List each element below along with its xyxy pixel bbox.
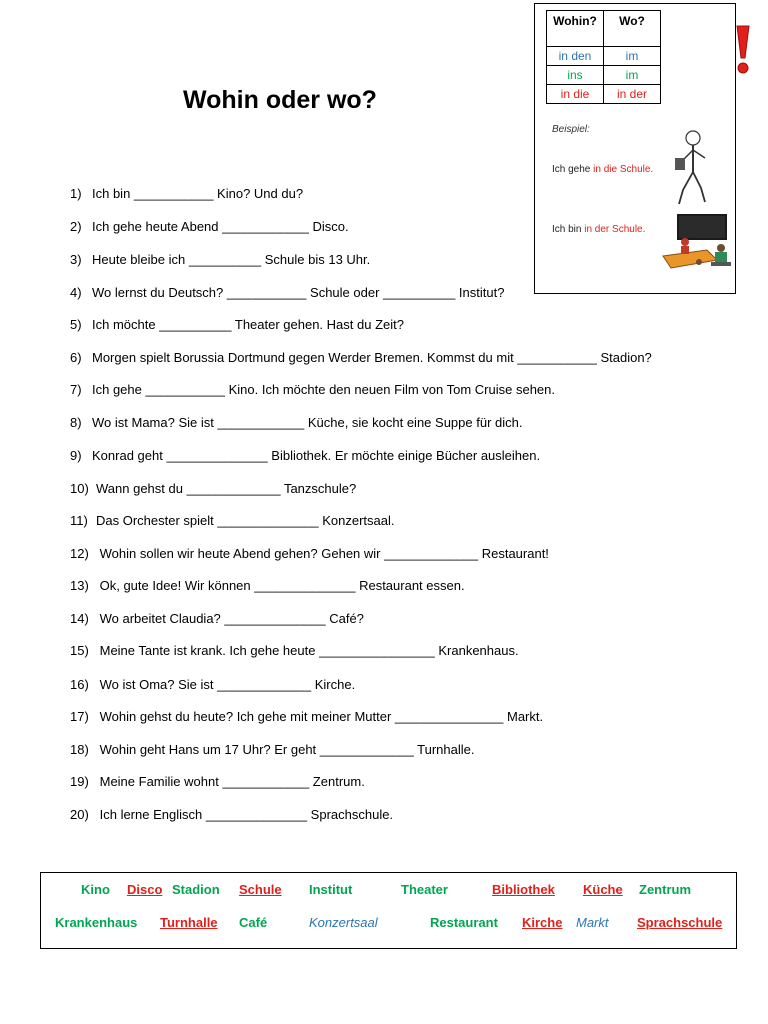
cell-wohin: ins — [547, 66, 604, 85]
exclamation-icon — [733, 24, 753, 76]
exercise-number: 16) — [70, 677, 89, 692]
word-bank-word: Schule — [239, 882, 282, 897]
example-highlight: in die Schule. — [593, 164, 654, 175]
exercise-text: Wohin geht Hans um 17 Uhr? Er geht _____________ Turnhalle. — [96, 742, 475, 757]
exercise-item — [70, 513, 394, 528]
exercise-text: Wo arbeitet Claudia? ______________ Café? — [96, 611, 364, 626]
page-title: Wohin oder wo? — [183, 86, 377, 114]
exercise-text: Meine Familie wohnt ____________ Zentrum. — [96, 774, 365, 789]
exercise-number: 13) — [70, 578, 89, 593]
exercise-item — [70, 709, 543, 724]
exercise-text: Ich gehe ___________ Kino. Ich möchte den neuen Film von Tom Cruise sehen. — [92, 382, 556, 397]
exercise-number: 1) — [70, 186, 82, 201]
classroom-illustration — [659, 212, 733, 280]
exercise-text: Wo ist Mama? Sie ist ____________ Küche, sie kocht eine Suppe für dich. — [92, 415, 523, 430]
exercise-number: 12) — [70, 546, 89, 561]
exercise-text: Heute bleibe ich __________ Schule bis 13 Uhr. — [92, 252, 371, 267]
exercise-item — [70, 415, 522, 430]
exercise-number: 3) — [70, 252, 82, 267]
example-label: Beispiel: — [552, 124, 590, 135]
exercise-number: 19) — [70, 774, 89, 789]
exercise-item — [70, 219, 349, 234]
example-text: Ich gehe — [552, 164, 594, 175]
exercise-item — [70, 252, 370, 267]
word-bank-word: Restaurant — [430, 915, 498, 930]
exercise-text: Ok, gute Idee! Wir können ______________ Restaurant essen. — [96, 578, 465, 593]
exercise-number: 2) — [70, 219, 82, 234]
exercise-text: Morgen spielt Borussia Dortmund gegen Werder Bremen. Kommst du mit ___________ Stadion? — [92, 350, 652, 365]
exercise-text: Wo ist Oma? Sie ist _____________ Kirche. — [96, 677, 356, 692]
exercise-text: Ich lerne Englisch ______________ Sprachschule. — [96, 807, 394, 822]
word-bank-word: Kino — [81, 882, 110, 897]
exercise-item — [70, 186, 303, 201]
exercise-text: Ich bin ___________ Kino? Und du? — [92, 186, 304, 201]
cell-wohin: in den — [547, 47, 604, 66]
exercise-text: Ich möchte __________ Theater gehen. Hast du Zeit? — [92, 317, 404, 332]
exercise-number: 6) — [70, 350, 82, 365]
exercise-item — [70, 546, 549, 561]
exercise-item — [70, 742, 474, 757]
exercise-text: Wohin gehst du heute? Ich gehe mit meiner Mutter _______________ Markt. — [96, 709, 544, 724]
word-bank-word: Markt — [576, 915, 609, 930]
exercise-number: 17) — [70, 709, 89, 724]
exercise-item — [70, 481, 356, 496]
example-highlight: in der Schule. — [584, 224, 646, 235]
exercise-text: Konrad geht ______________ Bibliothek. Er möchte einige Bücher ausleihen. — [92, 448, 541, 463]
header-wo: Wo? — [604, 11, 661, 47]
cell-wo: im — [604, 66, 661, 85]
exercise-number: 8) — [70, 415, 82, 430]
exercise-text: Wo lernst du Deutsch? ___________ Schule oder __________ Institut? — [92, 285, 505, 300]
exercise-number: 5) — [70, 317, 82, 332]
exercise-item — [70, 448, 540, 463]
word-bank-word: Kirche — [522, 915, 563, 930]
exercise-number: 14) — [70, 611, 89, 626]
word-bank-word: Krankenhaus — [55, 915, 138, 930]
cell-wo: im — [604, 47, 661, 66]
word-bank-word: Sprachschule — [637, 915, 723, 930]
exercise-text: Meine Tante ist krank. Ich gehe heute ________________ Krankenhaus. — [96, 643, 519, 658]
exercise-number: 11) — [70, 513, 88, 528]
walking-student-illustration — [671, 128, 715, 208]
exercise-text: Das Orchester spielt ______________ Konzertsaal. — [96, 513, 395, 528]
cell-wo: in der — [604, 85, 661, 104]
word-bank-word: Stadion — [172, 882, 220, 897]
exercise-number: 10) — [70, 481, 89, 496]
word-bank — [40, 872, 737, 949]
exercise-item — [70, 382, 555, 397]
exercise-text: Ich gehe heute Abend ____________ Disco. — [92, 219, 349, 234]
exercise-item — [70, 677, 355, 692]
word-bank-word: Institut — [309, 882, 353, 897]
exercise-item — [70, 807, 393, 822]
exercise-number: 20) — [70, 807, 89, 822]
grammar-table — [546, 10, 661, 104]
exercise-item — [70, 611, 364, 626]
exercise-number: 4) — [70, 285, 82, 300]
cell-wohin: in die — [547, 85, 604, 104]
word-bank-word: Bibliothek — [492, 882, 555, 897]
example-text: Ich bin — [552, 224, 585, 235]
example-sentence-1 — [552, 164, 653, 175]
exercise-text: Wann gehst du _____________ Tanzschule? — [96, 481, 357, 496]
exercise-text: Wohin sollen wir heute Abend gehen? Gehen wir _____________ Restaurant! — [96, 546, 549, 561]
exercise-item — [70, 317, 404, 332]
word-bank-word: Disco — [127, 882, 163, 897]
exercise-number: 7) — [70, 382, 82, 397]
grammar-info-box — [534, 3, 736, 294]
word-bank-word: Zentrum — [639, 882, 691, 897]
header-wohin: Wohin? — [547, 11, 604, 47]
exercise-item — [70, 643, 519, 658]
exercise-item — [70, 350, 652, 365]
word-bank-word: Theater — [401, 882, 448, 897]
word-bank-word: Turnhalle — [160, 915, 218, 930]
exercise-number: 15) — [70, 643, 89, 658]
exercise-number: 18) — [70, 742, 89, 757]
word-bank-word: Konzertsaal — [309, 915, 378, 930]
exercise-number: 9) — [70, 448, 82, 463]
exercise-item — [70, 774, 365, 789]
example-sentence-2 — [552, 224, 645, 235]
word-bank-word: Küche — [583, 882, 623, 897]
exercise-item — [70, 578, 465, 593]
word-bank-word: Café — [239, 915, 268, 930]
exercise-item — [70, 285, 504, 300]
